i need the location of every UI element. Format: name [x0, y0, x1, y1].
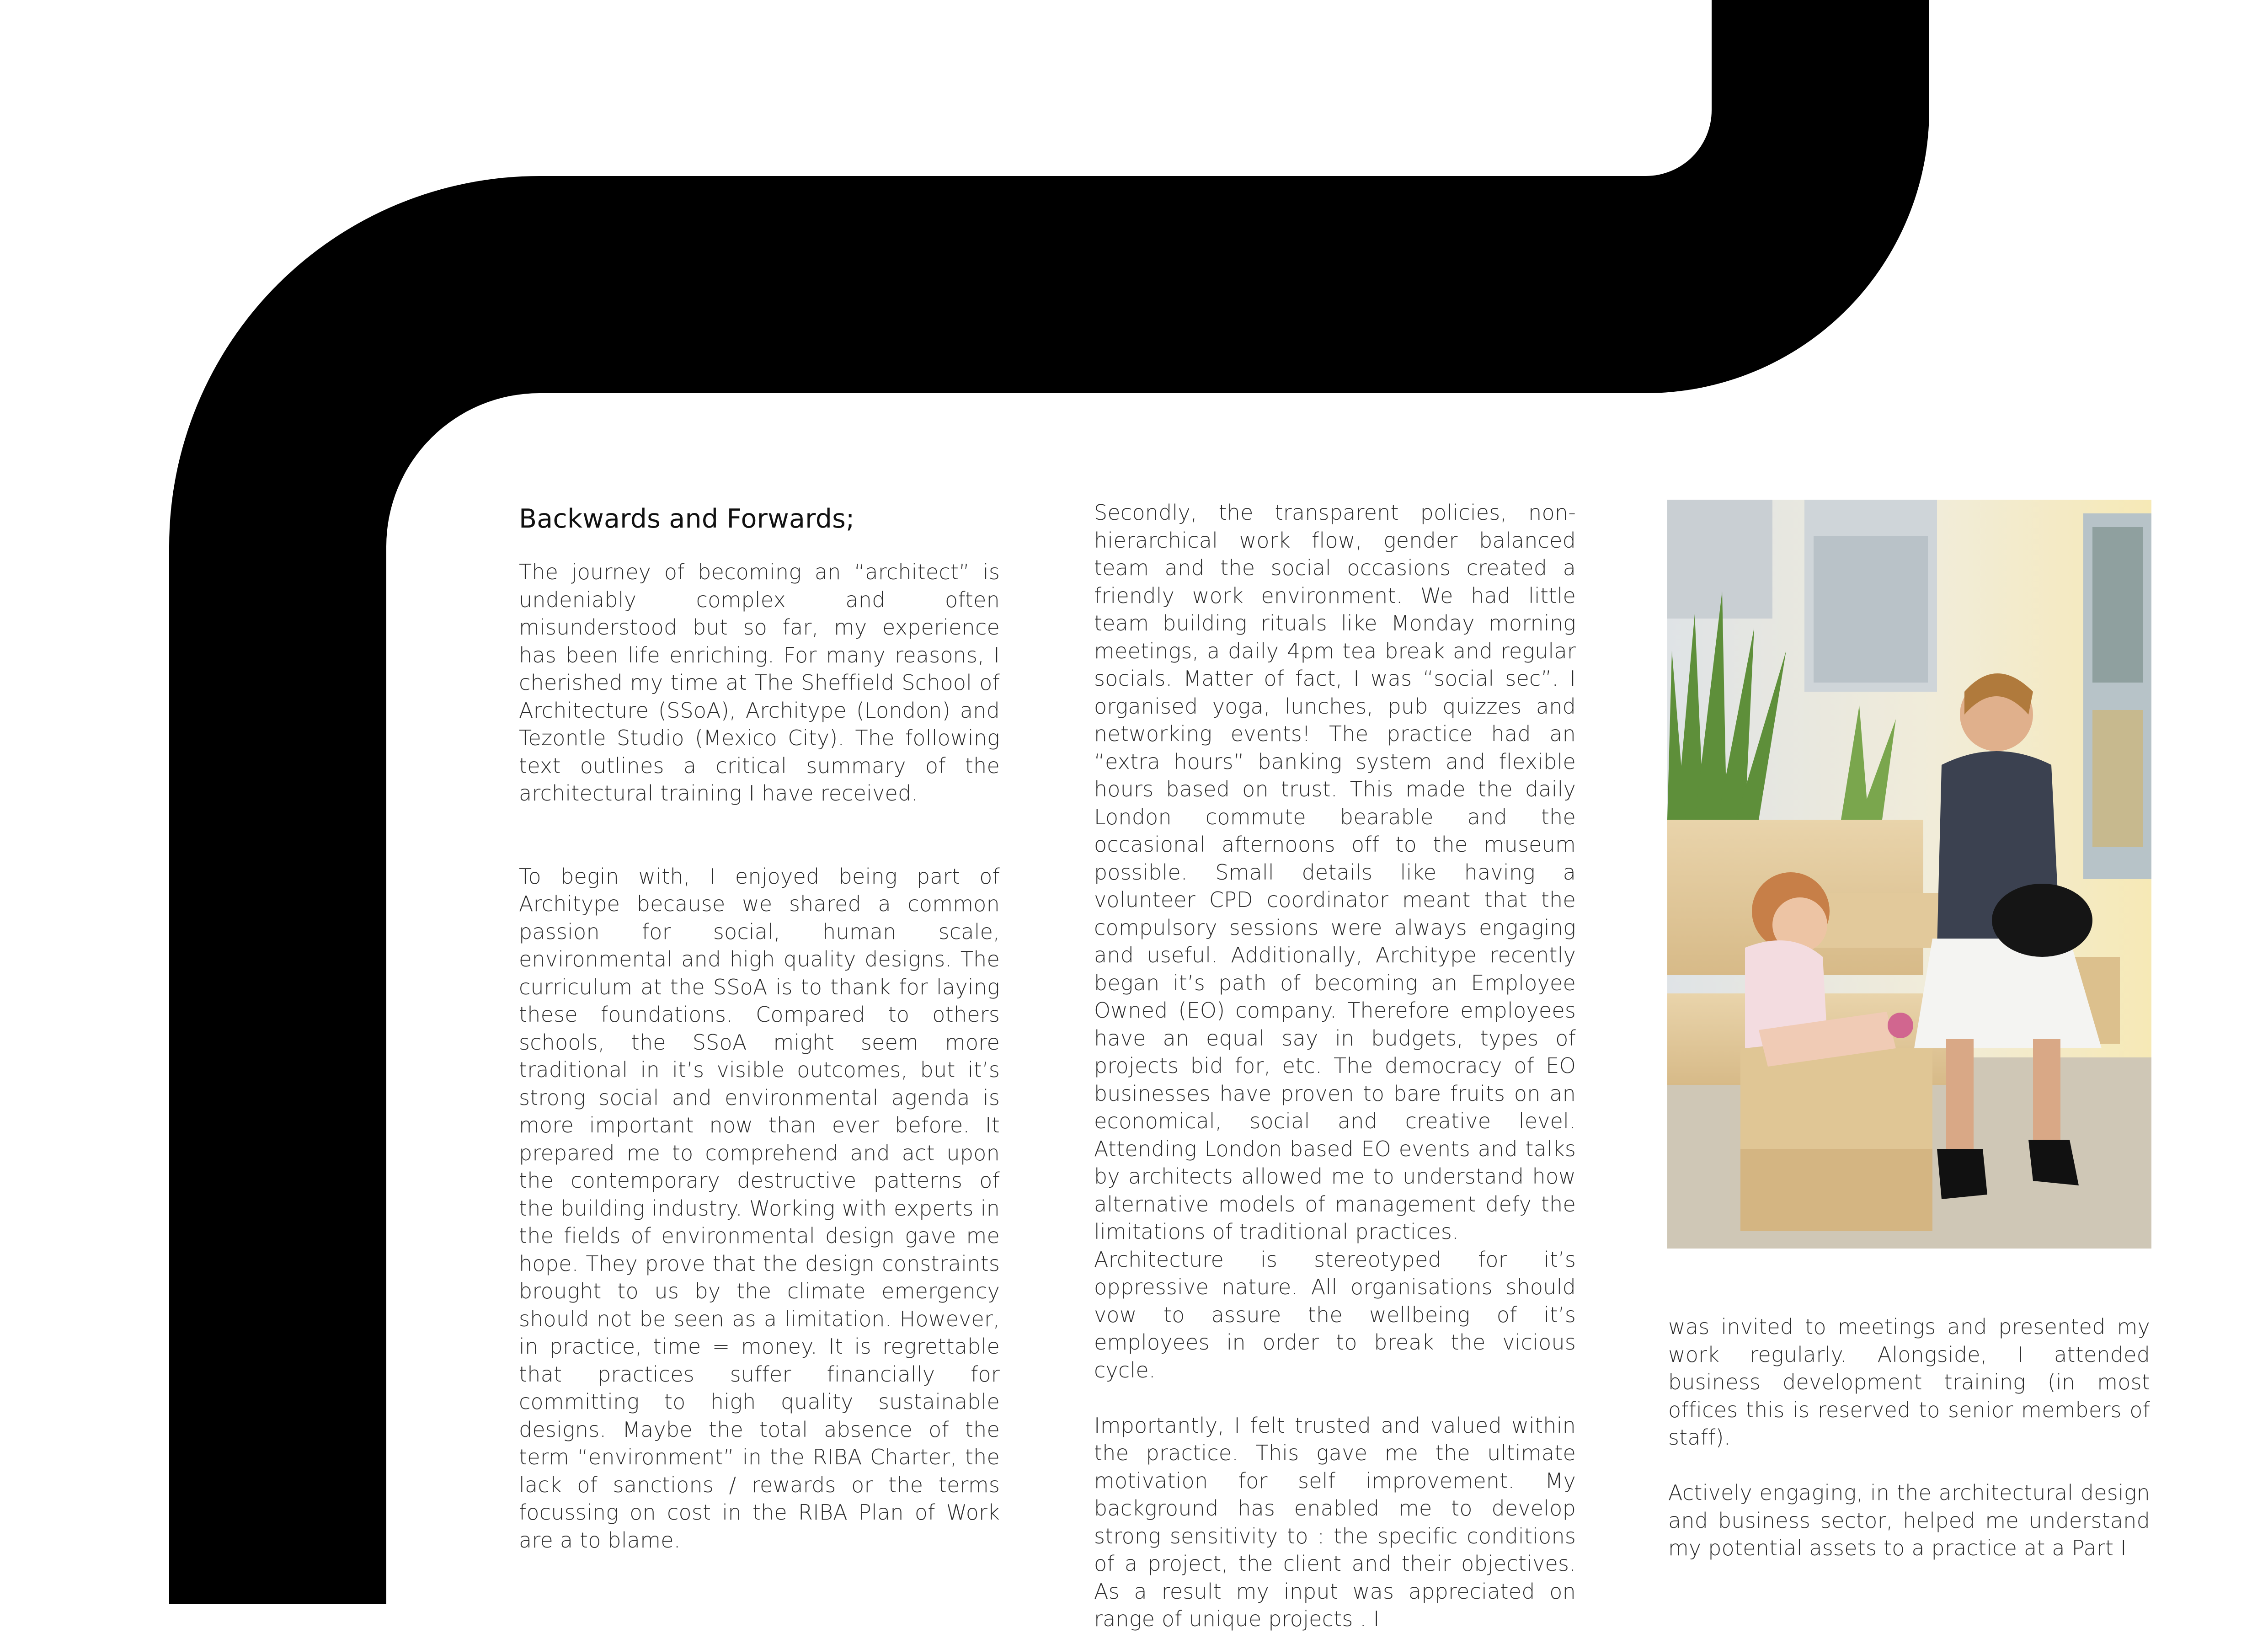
band-shape: [169, 0, 1929, 1604]
column3-paragraph-1: was invited to meetings and presented my work regularly. Alongside, I attended business development training (in most offices this is reserved to senior members of staff).: [1668, 1314, 2150, 1450]
column1-paragraph-2: To begin with, I enjoyed being part of Architype because we shared a common passion for social, human scale, environmental and high quality designs. The curriculum at the SSoA is to thank for laying these foundations. Compared to others schools, the SSoA might seem more traditional in it’s visible outcomes, but it’s strong social and environmental agenda is more important now than ever before. It prepared me to comprehend and act upon the contemporary destructive patterns of the building industry. Working with experts in the fields of environmental design gave me hope. They prove that the design constraints brought to us by the climate emergency should not be seen as a limitation. However, in practice, time = money. It is regrettable that practices suffer financially for committing to high quality sustainable designs. Maybe the total absence of the term “environment” in the RIBA Charter, the lack of sanctions / rewards or the terms focussing on cost in the RIBA Plan of Work are a to blame.: [519, 864, 1000, 1553]
column2-paragraph-2: Architecture is stereotyped for it’s oppressive nature. All organisations should vow to assure the wellbeing of it’s employees in order to break the vicious cycle.: [1094, 1247, 1576, 1382]
article-photo: [1667, 500, 2151, 1249]
paragraph-spacer: [1668, 1452, 2150, 1479]
paragraph-spacer: [1094, 1384, 1576, 1412]
text-column-1: [519, 502, 1000, 1554]
text-column-3: [1668, 1313, 2150, 1562]
column2-paragraph-3: Importantly, I felt trusted and valued within the practice. This gave me the ultimate motivation for self improvement. My background has enabled me to develop strong sensitivity to : the specific conditions of a project, the client and their objectives. As a result my input was appreciated on range of unique projects . I: [1094, 1413, 1576, 1631]
text-column-2: [1094, 499, 1576, 1633]
column1-paragraph-1: The journey of becoming an “architect” is undeniably complex and often misunderstood but so far, my experience has been life enriching. For many reasons, I cherished my time at The Sheffield School of Architecture (SSoA), Architype (London) and Tezontle Studio (Mexico City). The following text outlines a critical summary of the architectural training I have received.: [519, 560, 1000, 806]
article-title: Backwards and Forwards;: [519, 504, 855, 534]
column2-paragraph-1: Secondly, the transparent policies, non-hierarchical work flow, gender balanced team and the social occasions created a friendly work environment. We had little team building rituals like Monday morning meetings, a daily 4pm tea break and regular socials. Matter of fact, I was “social sec”. I organised yoga, lunches, pub quizzes and networking events! The practice had an “extra hours” banking system and flexible hours based on trust. This made the daily London commute bearable and the occasional afternoons off to the museum possible. Small details like having a volunteer CPD coordinator meant that the compulsory sessions were always engaging and useful. Additionally, Architype recently began it’s path of becoming an Employee Owned (EO) company. Therefore employees have an equal say in budgets, types of projects bid for, etc. The democracy of EO businesses have proven to bare fruits on an economical, social and creative level. Attending London based EO events and talks by architects allowed me to understand how alternative models of management defy the limitations of traditional practices.: [1094, 500, 1576, 1244]
column3-paragraph-2: Actively engaging, in the architectural design and business sector, helped me understand my potential assets to a practice at a Part I: [1668, 1480, 2150, 1560]
paragraph-spacer: [519, 807, 1000, 863]
photo-illustration: [1667, 500, 2151, 1249]
